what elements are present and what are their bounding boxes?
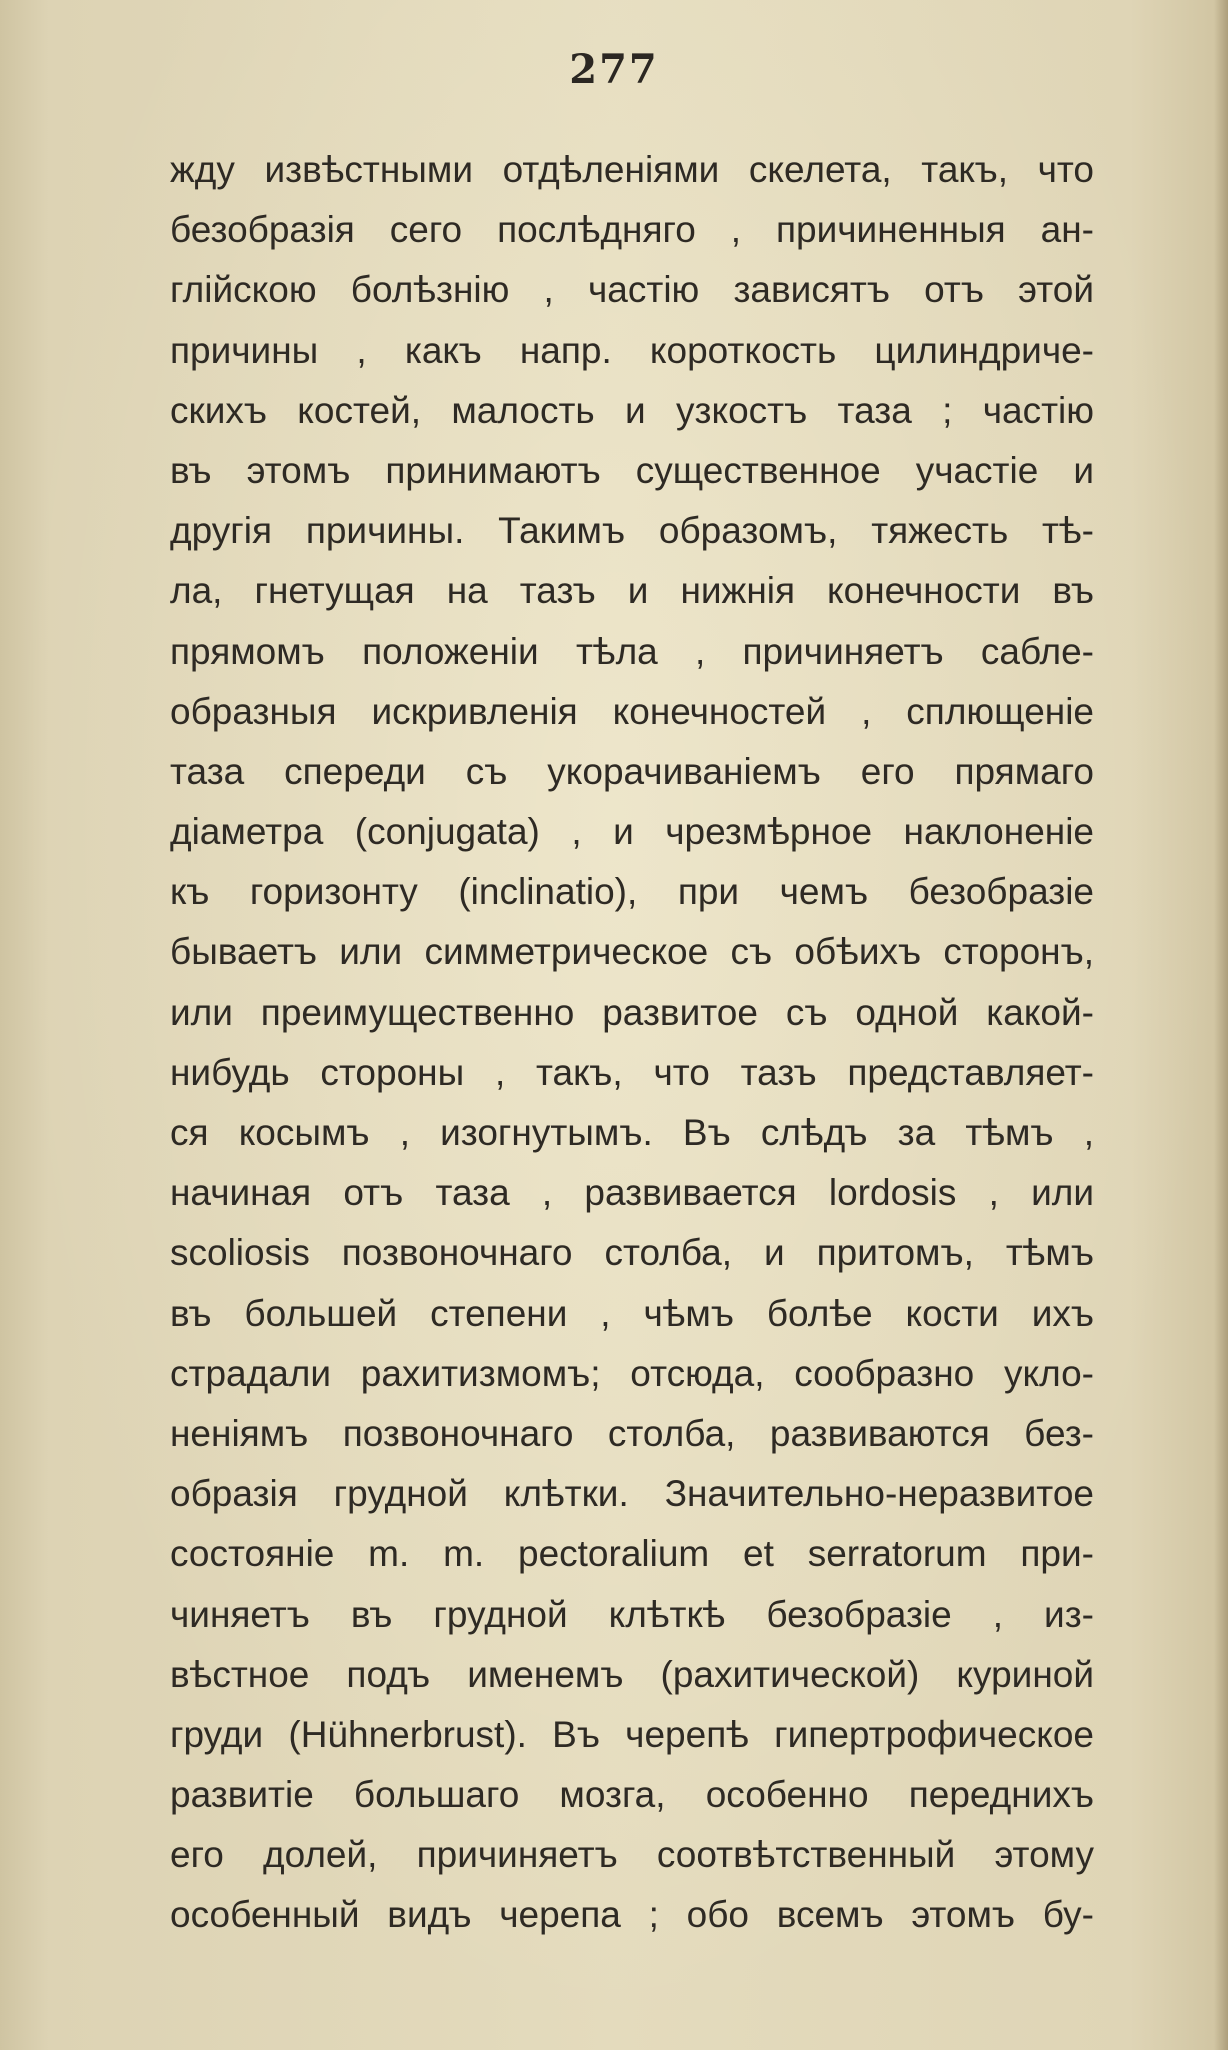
text-line: діаметра (conjugata) , и чрезмѣрное наклоненіе xyxy=(170,811,1094,853)
text-line: въ этомъ принимаютъ существенное участіе и xyxy=(170,449,1094,491)
text-line: причины , какъ напр. короткость цилиндриче- xyxy=(170,329,1094,371)
text-line: вѣстное подъ именемъ (рахитической) куриной xyxy=(170,1653,1094,1695)
text-line: нибудь стороны , такъ, что тазъ представляет- xyxy=(170,1051,1094,1093)
text-line: образія грудной клѣтки. Значительно-неразвитое xyxy=(170,1473,1094,1515)
text-line: scoliosis позвоночнаго столба, и притомъ, тѣмъ xyxy=(170,1232,1094,1274)
text-line: развитіе большаго мозга, особенно переднихъ xyxy=(170,1774,1094,1816)
text-line: ла, гнетущая на тазъ и нижнія конечности въ xyxy=(170,570,1094,612)
text-line: или преимущественно развитое съ одной какой- xyxy=(170,991,1094,1033)
text-line: скихъ костей, малость и узкостъ таза ; частію xyxy=(170,389,1094,431)
page-number: 277 xyxy=(569,46,659,93)
text-line: въ большей степени , чѣмъ болѣе кости ихъ xyxy=(170,1292,1094,1334)
text-line: прямомъ положеніи тѣла , причиняетъ сабле- xyxy=(170,630,1094,672)
text-line: образныя искривленія конечностей , сплющеніе xyxy=(170,690,1094,732)
text-line: таза спереди съ укорачиваніемъ его прямаго xyxy=(170,750,1094,792)
text-line: страдали рахитизмомъ; отсюда, сообразно укло- xyxy=(170,1352,1094,1394)
page-edge-shadow xyxy=(1214,0,1228,2050)
text-line: особенный видъ черепа ; обо всемъ этомъ бу- xyxy=(170,1894,1094,1936)
text-line: глійскою болѣзнію , частію зависятъ отъ этой xyxy=(170,269,1094,311)
text-line: чиняетъ въ грудной клѣткѣ безобразіе , из- xyxy=(170,1593,1094,1635)
body-text xyxy=(170,140,1094,1946)
text-line: начиная отъ таза , развивается lordosis , или xyxy=(170,1172,1094,1214)
text-line: другія причины. Такимъ образомъ, тяжесть тѣ- xyxy=(170,510,1094,552)
text-line: безобразія сего послѣдняго , причиненныя ан- xyxy=(170,209,1094,251)
text-line: неніямъ позвоночнаго столба, развиваются без- xyxy=(170,1412,1094,1454)
text-line: къ горизонту (inclinatio), при чемъ безобразіе xyxy=(170,871,1094,913)
text-line: ся косымъ , изогнутымъ. Въ слѣдъ за тѣмъ , xyxy=(170,1112,1094,1153)
text-line: жду извѣстными отдѣленіями скелета, такъ, что xyxy=(170,149,1094,190)
text-line: его долей, причиняетъ соотвѣтственный этому xyxy=(170,1834,1094,1876)
text-line: бываетъ или симметрическое съ обѣихъ сторонъ, xyxy=(170,931,1094,973)
text-line: груди (Hühnerbrust). Въ черепѣ гипертрофическое xyxy=(170,1713,1094,1755)
text-line: состояніе m. m. pectoralium et serratorum при- xyxy=(170,1533,1094,1575)
